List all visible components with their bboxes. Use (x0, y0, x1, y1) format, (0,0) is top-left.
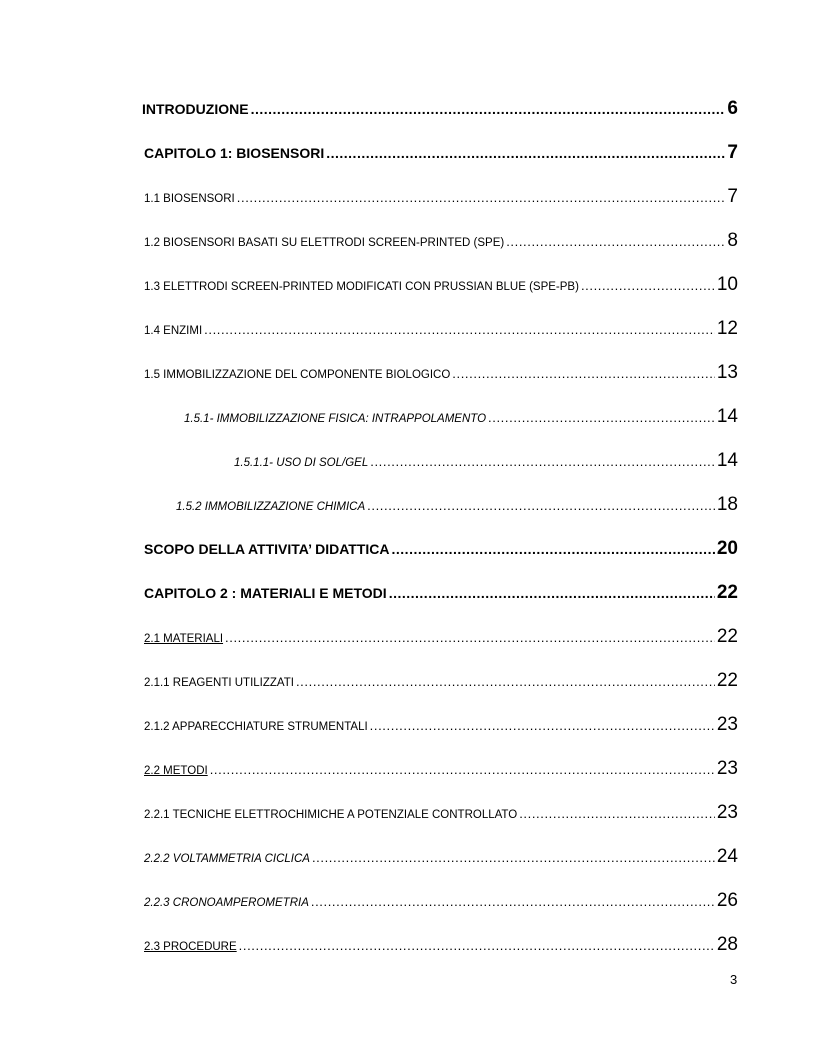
toc-entry-label: 2.2.2 VOLTAMMETRIA CICLICA (144, 853, 310, 865)
toc-entry-2-1-1[interactable] (144, 670, 738, 692)
toc-entry-page: 7 (727, 186, 738, 207)
toc-leader-dots (370, 454, 715, 469)
toc-entry-page: 28 (716, 934, 738, 955)
toc-entry-2-3[interactable] (144, 934, 738, 956)
toc-entry-label: 2.2.3 CRONOAMPEROMETRIA (144, 897, 309, 909)
toc-entry-1-3[interactable] (144, 274, 738, 296)
toc-entry-label: 2.3 PROCEDURE (144, 941, 237, 953)
toc-leader-dots (519, 806, 715, 821)
toc-entry-label: 2.1 MATERIALI (144, 633, 224, 645)
toc-entry-label: 1.5.1.1- USO DI SOL/GEL (234, 457, 369, 469)
toc-entry-label: 1.5 IMMOBILIZZAZIONE DEL COMPONENTE BIOLOGICO (144, 369, 451, 381)
toc-entry-page: 20 (716, 538, 738, 559)
toc-leader-dots (452, 366, 715, 381)
toc-leader-dots (251, 101, 726, 117)
toc-entry-page: 18 (716, 494, 738, 515)
toc-entry-page: 24 (716, 846, 738, 867)
toc-entry-label: CAPITOLO 2 : MATERIALI E METODI (144, 585, 387, 601)
toc-entry-page: 12 (716, 318, 738, 339)
toc-entry-page: 26 (716, 890, 738, 911)
toc-entry-label: 2.2.1 TECNICHE ELETTROCHIMICHE A POTENZIALE CONTROLLATO (144, 809, 518, 821)
toc-entry-1-5-2[interactable] (176, 494, 738, 516)
toc-leader-dots (326, 145, 725, 161)
toc-leader-dots (210, 762, 715, 777)
toc-leader-dots (225, 630, 715, 645)
toc-entry-1-5-1[interactable] (184, 406, 738, 428)
toc-entry-1-5[interactable] (144, 362, 738, 384)
toc-entry-label: 1.5.2 IMMOBILIZZAZIONE CHIMICA (176, 501, 366, 513)
toc-leader-dots (237, 190, 726, 205)
toc-entry-page: 8 (727, 230, 738, 251)
toc-entry-label: SCOPO DELLA ATTIVITA’ DIDATTICA (144, 541, 390, 557)
toc-entry-label: 1.2 BIOSENSORI BASATI SU ELETTRODI SCREEN-PRINTED (SPE) (144, 237, 505, 249)
toc-entry-label: 2.1.1 REAGENTI UTILIZZATI (144, 677, 294, 689)
toc-entry-page: 22 (716, 582, 738, 603)
toc-entry-label: 2.1.2 APPARECCHIATURE STRUMENTALI (144, 721, 368, 733)
toc-entry-capitolo-2[interactable] (144, 582, 738, 604)
toc-entry-page: 14 (716, 406, 738, 427)
toc-entry-page: 23 (716, 758, 738, 779)
toc-entry-capitolo-1[interactable] (144, 142, 738, 164)
toc-leader-dots (392, 541, 715, 557)
toc-entry-1-1[interactable] (144, 186, 738, 208)
toc-leader-dots (506, 234, 725, 249)
toc-entry-2-2[interactable] (144, 758, 738, 780)
toc-entry-page: 13 (716, 362, 738, 383)
toc-entry-1-2[interactable] (144, 230, 738, 252)
toc-entry-page: 23 (716, 802, 738, 823)
toc-entry-page: 22 (716, 626, 738, 647)
toc-entry-2-2-2[interactable] (144, 846, 738, 868)
toc-entry-introduzione[interactable] (142, 98, 738, 120)
toc-entry-scopo[interactable] (144, 538, 738, 560)
toc-entry-label: CAPITOLO 1: BIOSENSORI (144, 145, 325, 161)
toc-leader-dots (311, 894, 715, 909)
toc-leader-dots (296, 674, 715, 689)
toc-leader-dots (370, 718, 715, 733)
toc-entry-page: 6 (727, 98, 738, 119)
toc-leader-dots (204, 322, 715, 337)
toc-entry-2-2-3[interactable] (144, 890, 738, 912)
toc-entry-label: 1.3 ELETTRODI SCREEN-PRINTED MODIFICATI CON PRUSSIAN BLUE (SPE-PB) (144, 281, 579, 293)
toc-entry-label: 1.5.1- IMMOBILIZZAZIONE FISICA: INTRAPPOLAMENTO (184, 413, 487, 425)
toc-leader-dots (488, 410, 715, 425)
toc-entry-label: INTRODUZIONE (142, 101, 249, 117)
toc-leader-dots (581, 278, 715, 293)
toc-leader-dots (389, 585, 715, 601)
toc-entry-2-1[interactable] (144, 626, 738, 648)
toc-entry-1-4[interactable] (144, 318, 738, 340)
toc-entry-label: 1.1 BIOSENSORI (144, 193, 235, 205)
toc-entry-label: 1.4 ENZIMI (144, 325, 203, 337)
toc-leader-dots (367, 498, 715, 513)
toc-entry-page: 22 (716, 670, 738, 691)
toc-entry-2-2-1[interactable] (144, 802, 738, 824)
toc-leader-dots (239, 938, 715, 953)
toc-entry-page: 14 (716, 450, 738, 471)
toc-entry-1-5-1-1[interactable] (234, 450, 738, 472)
toc-leader-dots (312, 850, 715, 865)
page-number: 3 (730, 972, 738, 987)
toc-entry-page: 23 (716, 714, 738, 735)
toc-entry-page: 7 (727, 142, 738, 163)
toc-entry-page: 10 (716, 274, 738, 295)
toc-entry-2-1-2[interactable] (144, 714, 738, 736)
toc-entry-label: 2.2 METODI (144, 765, 208, 777)
